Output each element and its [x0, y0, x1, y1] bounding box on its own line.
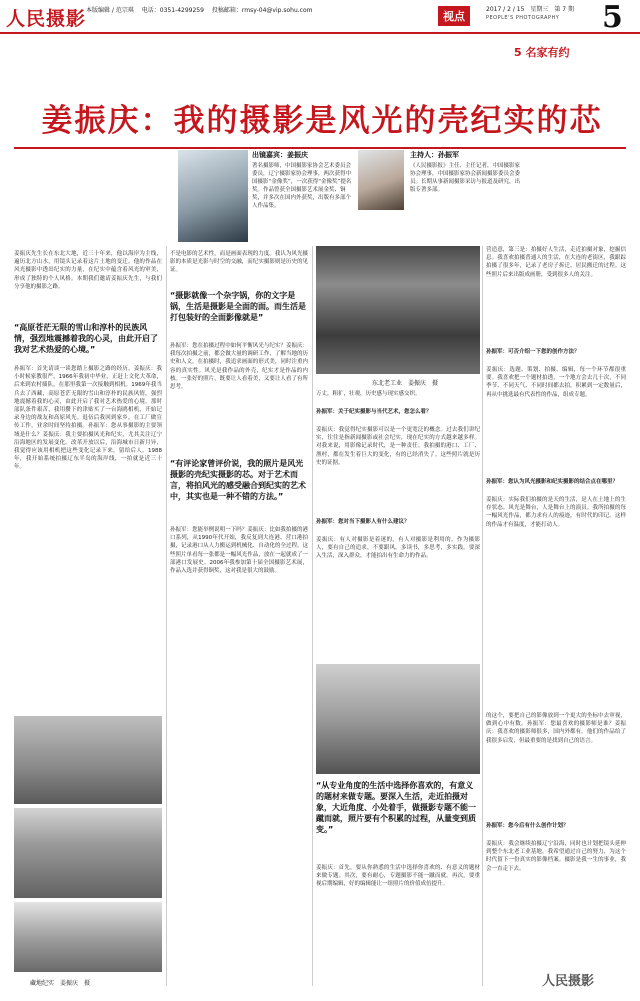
photo-coast [316, 664, 480, 774]
guest-label: 出镜嘉宾：姜振庆 [252, 151, 308, 159]
host-label: 主持人：孙振军 [410, 151, 459, 159]
column-tag: 5 名家有约 [514, 46, 570, 59]
right-question: 孙振军：您今后有什么创作计划？ [486, 823, 569, 829]
brand-logo: 人民摄影 [6, 8, 87, 30]
photo-caption-left: 藏地纪实 姜振庆 摄 [30, 980, 91, 987]
editor-line [86, 7, 313, 15]
intro-text: 姜振庆先生长在东北大地，近三十年来，他以海岸为主线，遍历北方山水，用镜头记录着这片土地的变迁。他的作品在风光摄影中透出纪实的力量，在纪实中蕴含着风光的审美，形成了独特的个人风格。本期我们邀请姜振庆先生，与我们分享他的摄影之路。 [14, 251, 162, 290]
guest-portrait [178, 150, 248, 242]
photo-tibet-1 [14, 716, 162, 804]
guest-bio: 著名摄影师，中国摄影家协会艺术委员会委员，辽宁摄影家协会理事，两次获得中国摄影“金像奖”，一次获得“金像奖”提名奖。作品曾获全国摄影艺术展金奖、铜奖，并多次在国内外获奖，出版有多部个人作品集。 [252, 163, 352, 209]
right-body-2: 姜振庆：我会继续拍摄辽宁沿海，同时也计划把镜头延伸到整个东北老工业基地。我希望通过自己的努力，为这个时代留下一份真实的影像档案。摄影是我一生的事业，我会一直走下去。 [486, 841, 626, 872]
col3-body-2: 姜振庆：选题、策划、拍摄、编辑，每一个环节都很重要。我喜欢把一个题材拍透，一个地方会去几十次，不同季节、不同天气、不同时间都去拍。积累到一定数量后，再从中挑选最有代表性的作品，组成专题。 [486, 367, 626, 398]
col3-question-2: 孙振军：您认为风光摄影和纪实摄影的结合点在哪里？ [486, 479, 619, 485]
guest-bio-block [252, 150, 352, 242]
col2-body: 不是电影的艺术性，而是画面表现的力度。我认为风光摄影的本质是光影与时空的交融，而纪实摄影则是历史的见证。 [170, 251, 308, 274]
col2-body-2: 孙振军：您在拍摄过程中如何平衡风光与纪实？姜振庆：我每次拍摄之前，都会做大量的调研工作，了解当地的历史和人文。在拍摄时，我追求画面的形式美，同时注重内容的真实性。风光是我作品的外壳，纪实才是作品的内核。一张好的照片，既要让人看着美，又要让人看了有所思考。 [170, 343, 308, 391]
host-bio-block [410, 150, 520, 222]
col3-body-3: 姜振庆：实际我们拍摄的是天的生活，是人在土地上的生存状态。风光是舞台，人是舞台上的演员。我所拍摄的每一幅风光作品，都力求有人的痕迹，有时代的印记。这样的作品才有温度，才能打动人。 [486, 497, 626, 528]
page-number: 5 [602, 0, 623, 35]
section-badge: 视点 [438, 6, 470, 26]
col2-body-3: 孙振军：您能举例说明一下吗？姜振庆：比如我拍摄的港口系列，从1990年代开始，我反复到大连港、营口港拍摄，记录港口从人力搬运到机械化、自动化的全过程。这些照片单看每一张都是一幅风光作品，放在一起就成了一部港口发展史。2006年我参加第十届全国摄影艺术展，作品入选并获得铜奖，这对我是很大的鼓励。 [170, 527, 308, 575]
pull-quote-4: “从专业角度的生活中选择你喜欢的，有意义的题材来做专题。要深入生活，走近拍摄对象，大近角度、小处着手，做摄影专题不能一蹴而就，照片要有个积累的过程，从量变到质变。” [316, 781, 476, 834]
photo-caption-bottom: 藏地纪实 姜振庆 摄 [200, 987, 251, 993]
photo-industry [316, 246, 480, 374]
pull-quote-1: “高原苍茫无限的雪山和淳朴的民族风情，强烈地震撼着我的心灵，由此开启了我对艺术热爱的心境。” [14, 323, 158, 354]
mid-body-3: 姜振庆：首先，要从你熟悉的生活中选择你喜欢的、有意义的题材来做专题。其次，要有耐心，专题摄影不能一蹴而就。再次，要重视后期编辑，好的编辑能让一组照片的价值成倍提升。 [316, 865, 480, 888]
issue-date: 2017 / 2 / 15 星期三 第 7 期 [486, 6, 575, 13]
english-title: PEOPLE'S PHOTOGRAPHY [486, 15, 560, 21]
mid-question-2: 孙振军：您对当下摄影人有什么建议？ [316, 519, 410, 525]
photo-tibet-3 [14, 902, 162, 972]
mid-body: 姜振庆：我觉得纪实摄影可以是一个更宽泛的概念。过去我们讲纪实，往往是指新闻摄影或社会纪实，现在纪实的方式越来越多样。对我来说，用影像记录时代，是一种责任。我拍摄的港口、工厂、渔村，都在发生着巨大的变化，有的已经消失了。这些照片就是历史的证据。 [316, 427, 480, 466]
host-bio: 《人民摄影报》主任、主任记者，中国摄影家协会理事，中国摄影家协会新闻摄影委员会委员。长期从事新闻摄影采访与报道及研究，出版专著多部。 [410, 163, 520, 193]
col3-question: 孙振军：可否介绍一下您的创作方法？ [486, 349, 580, 355]
mid-body-left: 万丈，粗犷，壮观，历史感与现实感交织。 [316, 391, 421, 397]
col1-body: 孙振军：首先请谈一谈您踏上摄影之路的经历。姜振庆：我小时候家教很严，1966年我初中毕业，正赶上文化大革命，后来到农村插队，在那里我第一次接触到相机。1969年我当兵去了西藏，高原苍茫无限的雪山和淳朴的民族风情，强烈地震撼着我的心灵，由此开启了我对艺术热爱的心境。那时部队条件艰苦，我用攒下的津贴买了一台海鸥相机，开始记录身边的战友和高原风光。退伍后我回到家乡，在工厂做宣传工作，业余时间坚持拍摄。孙振军：您从事摄影的主要领域是什么？姜振庆：我主要拍摄风光和纪实，尤其关注辽宁沿海地区的发展变化。改革开放以后，沿海城市日新月异，我觉得应该用相机把这些变化记录下来，留给后人。1988年，我开始系统拍摄辽东半岛的海岸线，一拍就是近三十年。 [14, 366, 162, 471]
mid-question: 孙振军：关于纪实摄影与当代艺术，您怎么看？ [316, 409, 432, 415]
column-rule [312, 246, 313, 986]
col3-body: 营造意，第三是：拍摄好人生活，走近拍摄对象，挖掘信息。我喜欢拍摄普通人的生活，在大连的老街区，我跟踪拍摄了很多年，记录了老房子拆迁、居民搬迁的过程。这些照片后来出版成画册，受到很多人的关注。 [486, 247, 626, 278]
headline: 姜振庆：我的摄影是风光的壳纪实的芯 [41, 103, 603, 139]
photo-tibet-2 [14, 808, 162, 898]
host-portrait [358, 150, 404, 210]
email: 投稿邮箱：rmsy-04@vip.sohu.com [211, 7, 313, 14]
editor: 本版编辑 / 范宗琪 [86, 7, 134, 14]
phone: 电话：0351-4299259 [141, 7, 204, 14]
divider [14, 147, 626, 149]
photo-caption-mid: 东北老工业 姜振庆 摄 [372, 380, 439, 387]
column-rule [482, 246, 483, 986]
pull-quote-2: “摄影就像一个杂字锅，你的文字是锅，生活是摄影是全面的面。而生活是打包装好的全面影像就是” [170, 291, 306, 322]
right-body: 的这个，要把自己的影像放到一个更大的坐标中去审视，做到心中有数。孙振军：您最喜欢的摄影师是谁？姜振庆：我喜欢的摄影师很多，国内外都有。他们的作品给了我很多启发，但最重要的是找到自己的语言。 [486, 713, 626, 744]
column-rule [166, 246, 167, 986]
mid-body-2: 姜振庆：有人对摄影是着迷的，有人对摄影是利用的。作为摄影人，要有自己的追求，不要跟风。多读书，多思考，多实践。要深入生活，深入群众，才能拍出有生命力的作品。 [316, 537, 480, 560]
watermark: 人民摄影 [542, 974, 595, 989]
pull-quote-3: “有评论家曾评价说，我的照片是风光摄影的壳纪实摄影的芯。对于艺术而言，将拍风光的感受融合到纪实的艺术中，其实也是一种不错的方法。” [170, 459, 306, 501]
